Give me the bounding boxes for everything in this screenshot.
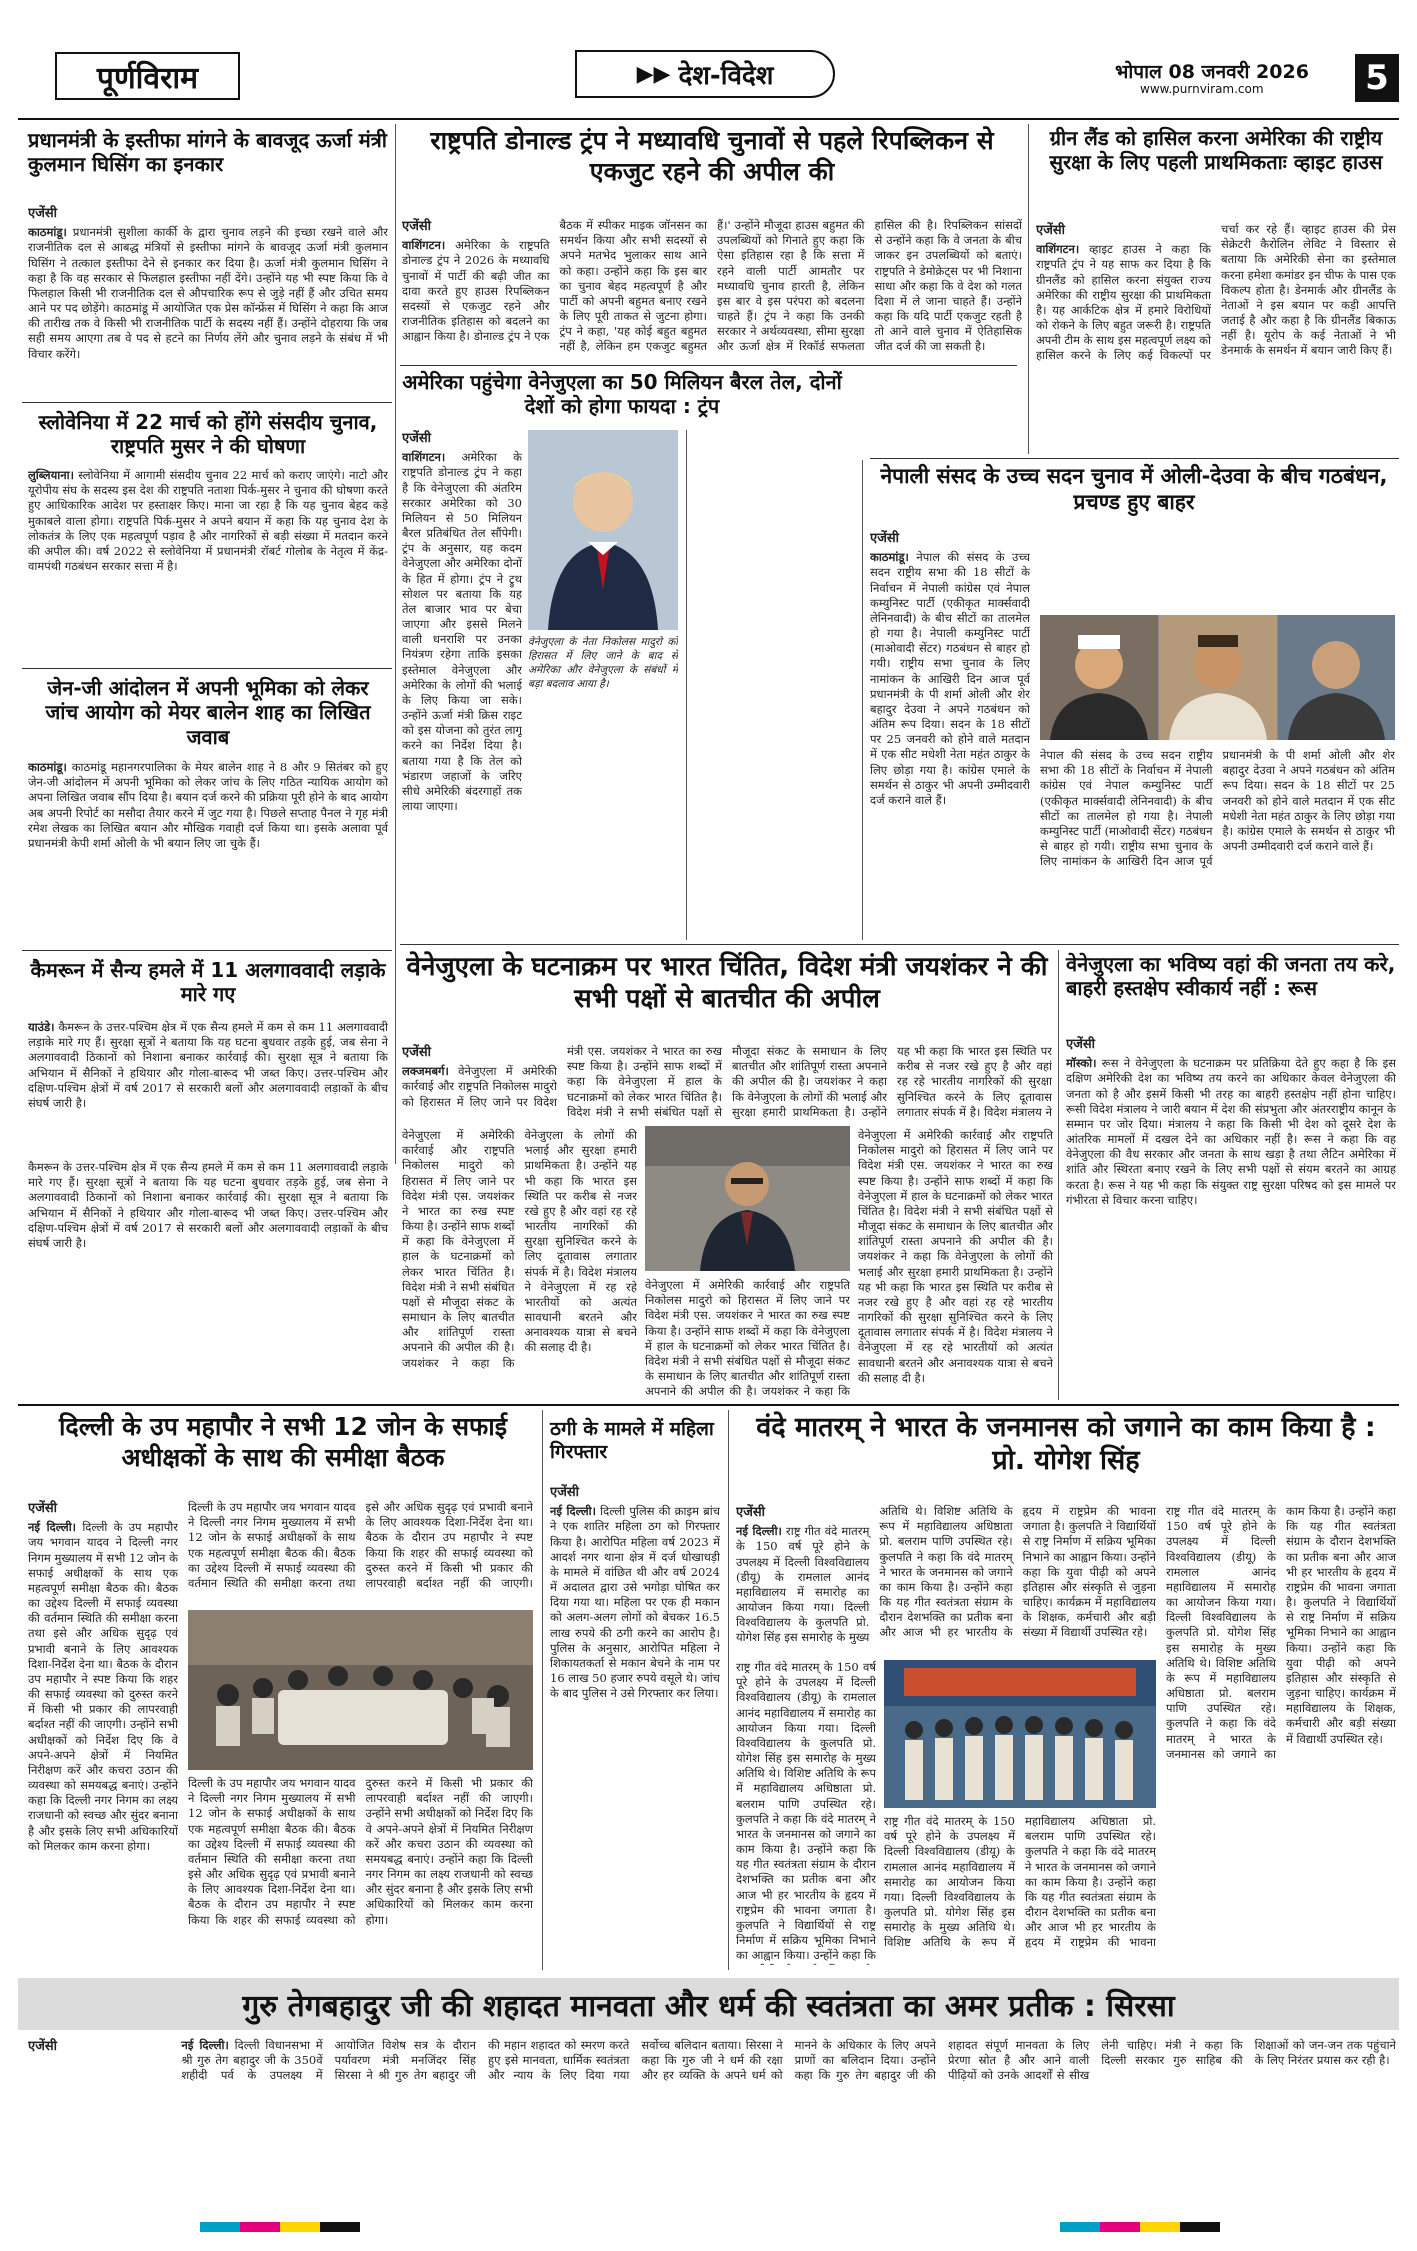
- story-headline[interactable]: स्लोवेनिया में 22 मार्च को होंगे संसदीय चुनाव, राष्ट्रपति मुसर ने की घोषणा: [38, 410, 378, 459]
- website-link[interactable]: www.purnviram.com: [1140, 82, 1264, 96]
- byline: एजेंसी: [28, 206, 57, 221]
- byline: एजेंसी: [402, 1045, 431, 1060]
- registration-mark-magenta: [1100, 2222, 1140, 2232]
- story-headline[interactable]: वंदे मातरम् ने भारत के जनमानस को जगाने का काम किया है : प्रो. योगेश सिंह: [756, 1412, 1376, 1476]
- divider: [870, 458, 1399, 459]
- body-text: वेनेजुएला में अमेरिकी कार्रवाई और राष्ट्रपति निकोलस मादुरो को हिरासत में लिए जाने पर विदेश मंत्री एस. जयशंकर ने भारत का रुख स्पष्ट किया है। उन्होंने साफ शब्दों में कहा कि वेनेजुएला में हाल के घटनाक्रमों को लेकर भारत चिंतित है। विदेश मंत्री ने सभी संबंधित पक्षों से मौजूदा संकट के समाधान के लिए बातचीत और शांतिपूर्ण रास्ता अपनाने की अपील की है। जयशंकर ने कहा कि वेनेजुएला के लोगों की भलाई और सुरक्षा हमारी प्राथमिकता है। उन्होंने यह भी कहा कि भारत इस स्थिति पर करीब से नजर रखे हुए है और वहां रह रहे भारतीय नागरिकों की सुरक्षा सुनिश्चित करने के लिए दूतावास लगातार संपर्क में है। विदेश मंत्रालय ने वेनेजुएला में रह रहे भारतीयों को अत्यंत सावधानी बरतने और अनावश्यक यात्रा से बचने की सलाह दी है।: [858, 1128, 1053, 1385]
- dateline: लक्जमबर्ग।: [402, 1064, 449, 1079]
- story-body: [28, 1500, 178, 1965]
- issue-date: भोपाल 08 जनवरी 2026: [1115, 61, 1309, 83]
- byline: एजेंसी: [550, 1485, 579, 1500]
- divider: [400, 365, 1017, 366]
- column-rule: [1058, 950, 1059, 1400]
- column-rule: [542, 1410, 543, 1970]
- logo-text: पूर्णविराम: [96, 60, 199, 96]
- body-text: राष्ट्र गीत वंदे मातरम् के 150 वर्ष पूरे होने के उपलक्ष्य में दिल्ली विश्वविद्यालय (डीयू) के रामलाल आनंद महाविद्यालय में समारोह का आयोजन किया गया। दिल्ली विश्वविद्यालय के कुलपति प्रो. योगेश सिंह इस समारोह के मुख्य अतिथि थे। विशिष्ट अतिथि के रूप में महाविद्यालय अधिष्ठाता प्रो. बलराम पाणि उपस्थित रहे। कुलपति ने कहा कि वंदे मातरम् ने भारत के जनमानस को जगाने का काम किया है। उन्होंने कहा कि यह गीत स्वतंत्रता संग्राम के दौरान देशभक्ति का प्रतीक बना और आज भी हर भारतीय के हृदय में राष्ट्रप्रेम की भावना जगाता है। कुलपति ने विद्यार्थियों से राष्ट्र निर्माण में सक्रिय भूमिका निभाने का आह्वान किया। उन्होंने कहा कि युवा पीढ़ी को अपने इतिहास और संस्कृति से जुड़ना चाहिए। कार्यक्रम में महाविद्यालय के शिक्षक, कर्मचारी और बड़ी संख्या में विद्यार्थी उपस्थित रहे।: [1166, 1504, 1396, 1761]
- meeting-photo[interactable]: [188, 1610, 533, 1770]
- story-headline[interactable]: प्रधानमंत्री के इस्तीफा मांगने के बावजूद ऊर्जा मंत्री कुलमान घिसिंग का इनकार: [28, 128, 387, 177]
- dateline: काठमांडू।: [28, 225, 67, 240]
- person-portrait-icon: [528, 430, 678, 630]
- story-headline[interactable]: दिल्ली के उप महापौर ने सभी 12 जोन के सफाई अधीक्षकों के साथ की समीक्षा बैठक: [58, 1412, 508, 1472]
- registration-mark-magenta: [240, 2222, 280, 2232]
- body-text: रूस ने वेनेजुएला के घटनाक्रम पर प्रतिक्रिया देते हुए कहा है कि इस दक्षिण अमेरिकी देश का भविष्य तय करने का अधिकार केवल वेनेजुएला की जनता को है और इसमें किसी भी तरह का बाहरी हस्तक्षेप नहीं होना चाहिए। रूसी विदेश मंत्रालय ने जारी बयान में देश की संप्रभुता और अंतरराष्ट्रीय कानून के सम्मान पर जोर दिया। मंत्रालय ने कहा कि किसी भी देश को दूसरे देश के आंतरिक मामलों में दखल देने का अधिकार नहीं है। रूस ने कहा कि वह वेनेजुएला की वैध सरकार और जनता के साथ खड़ा है तथा लैटिन अमेरिका में शांति और स्थिरता बनाए रखने के लिए सभी पक्षों से संयम बरतने का आग्रह करता है। रूस ने यह भी कहा कि संयुक्त राष्ट्र सुरक्षा परिषद को इस मामले पर गंभीरता से विचार करना चाहिए।: [1066, 1056, 1396, 1207]
- column-rule: [728, 1410, 729, 1970]
- story-headline[interactable]: वेनेजुएला के घटनाक्रम पर भारत चिंतित, विदेश मंत्री जयशंकर ने की सभी पक्षों से बातचीत की अपील: [406, 952, 1048, 1014]
- body-text: कैमरून के उत्तर-पश्चिम क्षेत्र में एक सैन्य हमले में कम से कम 11 अलगाववादी लड़ाके मारे गए हैं। सुरक्षा सूत्रों ने बताया कि यह घटना बुधवार तड़के हुई, जब सेना ने अलगाववादी ठिकानों को निशाना बनाकर कार्रवाई की। सुरक्षा सूत्र ने बताया कि अभियान में सैनिकों ने हथियार और गोला-बारूद भी जब्त किए। उत्तर-पश्चिम और दक्षिण-पश्चिम क्षेत्रों में वर्ष 2017 से सरकारी बलों और अलगाववादी लड़ाकों के बीच संघर्ष जारी है।: [28, 1020, 388, 1110]
- story-body: [28, 468, 388, 658]
- dateline: नई दिल्ली।: [736, 1524, 782, 1539]
- body-text: व्हाइट हाउस ने कहा कि राष्ट्रपति ट्रंप ने यह साफ कर दिया है कि ग्रीनलैंड को हासिल करना संयुक्त राज्य अमेरिका की राष्ट्रीय सुरक्षा की प्राथमिकता है। यह आर्कटिक क्षेत्र में हमारे विरोधियों को रोकने के लिए बहुत जरूरी है। राष्ट्रपति अपनी टीम के साथ इस महत्वपूर्ण लक्ष्य को हासिल करने के लिए कई विकल्पों पर चर्चा कर रहे हैं। व्हाइट हाउस की प्रेस सेक्रेटरी कैरोलिन लेविट ने विस्तार से बताया कि अमेरिकी सेना का इस्तेमाल करना हमेशा कमांडर इन चीफ के पास एक विकल्प होता है। डेनमार्क और ग्रीनलैंड के नेताओं ने इस बयान पर कड़ी आपत्ति जताई है और कहा है कि ग्रीनलैंड बिकाऊ नहीं है। यूरोप के कई नेताओं ने भी डेनमार्क के समर्थन में बयान जारी किए हैं।: [1036, 222, 1396, 363]
- dateline: लुब्लियाना।: [28, 468, 74, 482]
- body-text: नेपाल की संसद के उच्च सदन राष्ट्रीय सभा की 18 सीटों के निर्वाचन में नेपाली कांग्रेस एवं नेपाल कम्युनिस्ट पार्टी (एकीकृत मार्क्सवादी लेनिनवादी) के बीच सीटों का तालमेल हो गया है। नेपाली कम्युनिस्ट पार्टी (माओवादी सेंटर) गठबंधन से बाहर हो गयी। राष्ट्रीय सभा चुनाव के लिए नामांकन के आखिरी दिन आज पूर्व प्रधानमंत्री के पी शर्मा ओली और शेर बहादुर देउवा ने अपने गठबंधन को अंतिम रूप दिया। सदन के 18 सीटों पर 25 जनवरी को होने वाले मतदान में एक सीट मधेशी नेता महंत ठाकुर के लिए छोड़ा गया है। कांग्रेस एमाले के समर्थन से ठाकुर भी अपनी उम्मीदवारी दर्ज कराने वाले हैं।: [870, 550, 1030, 807]
- story-body-continued: [402, 1128, 637, 1398]
- registration-mark-yellow: [280, 2222, 320, 2232]
- newspaper-logo[interactable]: [55, 52, 240, 100]
- body-text: नेपाल की संसद के उच्च सदन राष्ट्रीय सभा की 18 सीटों के निर्वाचन में नेपाली कांग्रेस एवं नेपाल कम्युनिस्ट पार्टी (एकीकृत मार्क्सवादी लेनिनवादी) के बीच सीटों का तालमेल हो गया है। नेपाली कम्युनिस्ट पार्टी (माओवादी सेंटर) गठबंधन से बाहर हो गयी। राष्ट्रीय सभा चुनाव के लिए नामांकन के आखिरी दिन आज पूर्व प्रधानमंत्री के पी शर्मा ओली और शेर बहादुर देउवा ने अपने गठबंधन को अंतिम रूप दिया। सदन के 18 सीटों पर 25 जनवरी को होने वाले मतदान में एक सीट मधेशी नेता महंत ठाकुर के लिए छोड़ा गया है। कांग्रेस एमाले के समर्थन से ठाकुर भी अपनी उम्मीदवारी दर्ज कराने वाले हैं।: [1040, 748, 1395, 869]
- body-text: वेनेजुएला में अमेरिकी कार्रवाई और राष्ट्रपति निकोलस मादुरो को हिरासत में लिए जाने पर विदेश मंत्री एस. जयशंकर ने भारत का रुख स्पष्ट किया है। उन्होंने साफ शब्दों में कहा कि वेनेजुएला में हाल के घटनाक्रमों को लेकर भारत चिंतित है। विदेश मंत्री ने सभी संबंधित पक्षों से मौजूदा संकट के समाधान के लिए बातचीत और शांतिपूर्ण रास्ता अपनाने की अपील की है। जयशंकर ने कहा कि वेनेजुएला के लोगों की भलाई और सुरक्षा हमारी प्राथमिकता है। उन्होंने यह भी कहा कि भारत इस स्थिति पर करीब से नजर रखे हुए है और वहां रह रहे भारतीय नागरिकों की सुरक्षा सुनिश्चित करने के लिए दूतावास लगातार संपर्क में है। विदेश मंत्रालय ने वेनेजुएला में रह रहे भारतीयों को अत्यंत सावधानी बरतने और अनावश्यक यात्रा से बचने की सलाह दी है।: [402, 1128, 637, 1370]
- byline: एजेंसी: [736, 1505, 765, 1520]
- trump-photo[interactable]: [528, 430, 678, 630]
- body-text: काठमांडू महानगरपालिका के मेयर बालेन शाह ने 8 और 9 सितंबर को हुए जेन-जी आंदोलन में अपनी भूमिका को लेकर जांच के लिए गठित न्यायिक आयोग को अपना लिखित जवाब सौंप दिया है। बयान दर्ज करने की प्रक्रिया पूरी होने के बाद आयोग अब अपनी रिपोर्ट का मसौदा तैयार करने में जुट गया है। पिछले सप्ताह पैनल ने गृह मंत्री रमेश लेखक का लिखित बयान और मौखिक गवाही दर्ज किया था। इसके अलावा पूर्व प्रधानमंत्री केपी शर्मा ओली के भी बयान लिए जा चुके हैं।: [28, 760, 388, 850]
- story-body: [550, 1484, 720, 1964]
- section-tag[interactable]: [575, 50, 835, 98]
- divider: [22, 402, 392, 403]
- body-text: दिल्ली के उप महापौर जय भगवान यादव ने दिल्ली नगर निगम मुख्यालय में सभी 12 जोन के सफाई अधीक्षकों के साथ एक महत्वपूर्ण समीक्षा बैठक की। बैठक का उद्देश्य दिल्ली में सफाई व्यवस्था की वर्तमान स्थिति की समीक्षा करना तथा इसे और अधिक सुदृढ़ एवं प्रभावी बनाने के लिए आवश्यक दिशा-निर्देश देना था। बैठक के दौरान उप महापौर ने स्पष्ट किया कि शहर की सफाई व्यवस्था को दुरुस्त करने में किसी भी प्रकार की लापरवाही बर्दाश्त नहीं की जाएगी। उन्होंने सभी अधीक्षकों को निर्देश दिए कि वे अपने-अपने क्षेत्रों में नियमित निरीक्षण करें और कचरा उठान की व्यवस्था को समयबद्ध बनाएं। उन्होंने कहा कि दिल्ली नगर निगम का लक्ष्य राजधानी को स्वच्छ और सुंदर बनाना है और इसके लिए सभी अधिकारियों को मिलकर काम करना होगा।: [188, 1776, 533, 1927]
- story-body: [28, 1020, 388, 1152]
- story-headline[interactable]: वेनेजुएला का भविष्य वहां की जनता तय करे, बाहरी हस्तक्षेप स्वीकार्य नहीं : रूस: [1066, 952, 1396, 1001]
- body-text: अमेरिका के राष्ट्रपति डोनाल्ड ट्रंप ने 2026 के मध्यावधि चुनावों में पार्टी की बढ़ी जीत का दावा करते हुए हाउस रिपब्लिकन सदस्यों से एकजुट रहने और राजनीतिक इतिहास को बदलने का आह्वान किया है। डोनाल्ड ट्रंप ने एक बैठक में स्पीकर माइक जॉनसन का समर्थन किया और सभी सदस्यों से अपने मतभेद भुलाकर साथ आने को कहा। उन्होंने कहा कि इस बार का चुनाव बेहद महत्वपूर्ण है और पार्टी को अपनी बहुमत बनाए रखने के लिए पूरी ताकत से जुटना होगा। ट्रंप ने कहा, 'यह कोई बहुत बहुमत नहीं है, लेकिन हम एकजुट बहुमत हैं।' उन्होंने मौजूदा हाउस बहुमत की उपलब्धियों को गिनाते हुए कहा कि ऐसा इतिहास रहा है कि सत्ता में रहने वाली पार्टी आमतौर पर मध्यावधि चुनाव हारती है, लेकिन इस बार वे इस परंपरा को बदलना चाहते हैं। ट्रंप ने कहा कि उनकी सरकार ने अर्थव्यवस्था, सीमा सुरक्षा और ऊर्जा क्षेत्र में रिकॉर्ड सफलता हासिल की है। रिपब्लिकन सांसदों से उन्होंने कहा कि वे जनता के बीच जाकर इन उपलब्धियों को बताएं। राष्ट्रपति ने डेमोक्रेट्स पर भी निशाना साधा और कहा कि वे देश को गलत दिशा में ले जाना चाहते हैं। उन्होंने कहा कि यदि पार्टी एकजुट रहती है तो आने वाले चुनाव में ऐतिहासिक जीत दर्ज की जा सकती है।: [402, 218, 1022, 354]
- byline: एजेंसी: [402, 219, 431, 234]
- body-text: दिल्ली विधानसभा में श्री गुरु तेग बहादुर जी के 350वें शहीदी पर्व के उपलक्ष्य में आयोजित विशेष सत्र के दौरान पर्यावरण मंत्री मनजिंदर सिंह सिरसा ने श्री गुरु तेग बहादुर जी की महान शहादत को स्मरण करते हुए इसे मानवता, धार्मिक स्वतंत्रता और न्याय के लिए दिया गया सर्वोच्च बलिदान बताया। सिरसा ने कहा कि गुरु जी ने धर्म की रक्षा और हर व्यक्ति के अपने धर्म को मानने के अधिकार के लिए अपने प्राणों का बलिदान दिया। उन्होंने कहा कि गुरु तेग बहादुर जी की शहादत संपूर्ण मानवता के लिए प्रेरणा स्रोत है और आने वाली पीढ़ियों को उनके आदर्शों से सीख लेनी चाहिए। मंत्री ने कहा कि दिल्ली सरकार गुरु साहिब की शिक्षाओं को जन-जन तक पहुंचाने के लिए निरंतर प्रयास कर रही है।: [181, 2038, 1396, 2083]
- body-text: वेनेजुएला में अमेरिकी कार्रवाई और राष्ट्रपति निकोलस मादुरो को हिरासत में लिए जाने पर विदेश मंत्री एस. जयशंकर ने भारत का रुख स्पष्ट किया है। उन्होंने साफ शब्दों में कहा कि वेनेजुएला में हाल के घटनाक्रमों को लेकर भारत चिंतित है। विदेश मंत्री ने सभी संबंधित पक्षों से मौजूदा संकट के समाधान के लिए बातचीत और शांतिपूर्ण रास्ता अपनाने की अपील की है। जयशंकर ने कहा कि: [645, 1278, 850, 1398]
- body-text: अमेरिका के राष्ट्रपति डोनाल्ड ट्रंप ने कहा है कि वेनेजुएला की अंतरिम सरकार अमेरिका को 30 मिलियन से 50 मिलियन बैरल प्रतिबंधित तेल सौंपेगी। ट्रंप के अनुसार, यह कदम वेनेजुएला और अमेरिका दोनों के हित में होगा। ट्रंप ने ट्रुथ सोशल पर बताया कि यह तेल बाजार भाव पर बेचा जाएगा और इससे मिलने वाली धनराशि पर उनका नियंत्रण रहेगा ताकि इसका इस्तेमाल वेनेजुएला और अमेरिका के लोगों की भलाई के लिए किया जा सके। उन्होंने ऊर्जा मंत्री क्रिस राइट को इस योजना को तुरंत लागू करने का निर्देश दिया है। बताया गया है कि तेल को भंडारण जहाजों के जरिए सीधे अमेरिकी बंदरगाहों तक लाया जाएगा।: [402, 450, 522, 814]
- story-body: [28, 2038, 1396, 2213]
- story-headline[interactable]: नेपाली संसद के उच्च सदन चुनाव में ओली-देउवा के बीच गठबंधन, प्रचण्ड हुए बाहर: [880, 464, 1388, 514]
- story-headline[interactable]: जेन-जी आंदोलन में अपनी भूमिका को लेकर जांच आयोग को मेयर बालेन शाह का लिखित जवाब: [45, 676, 371, 749]
- body-text: राष्ट्र गीत वंदे मातरम् के 150 वर्ष पूरे होने के उपलक्ष्य में दिल्ली विश्वविद्यालय (डीयू) के रामलाल आनंद महाविद्यालय में समारोह का आयोजन किया गया। दिल्ली विश्वविद्यालय के कुलपति प्रो. योगेश सिंह इस समारोह के मुख्य अतिथि थे। विशिष्ट अतिथि के रूप में महाविद्यालय अधिष्ठाता प्रो. बलराम पाणि उपस्थित रहे। कुलपति ने कहा कि वंदे मातरम् ने भारत के जनमानस को जगाने का काम किया है। उन्होंने कहा कि यह गीत स्वतंत्रता संग्राम के दौरान देशभक्ति का प्रतीक बना और आज भी हर भारतीय के हृदय में राष्ट्रप्रेम की भावना: [884, 1814, 1156, 1950]
- sirsa-headline-banner[interactable]: [18, 1978, 1399, 2030]
- story-body-continued: [858, 1128, 1053, 1398]
- story-body: [870, 530, 1030, 930]
- photo-caption: वेनेजुएला के नेता निकोलस मादुरो को हिरासत में लिए जाने के बाद से अमेरिका और वेनेजुएला के संबंधों में बड़ा बदलाव आया है।: [528, 636, 678, 690]
- body-text: प्रधानमंत्री सुशीला कार्की के द्वारा चुनाव लड़ने की इच्छा रखने वाले और राजनीतिक दल से आबद्ध मंत्रियों से इस्तीफा मांगने के बावजूद ऊर्जा मंत्री कुलमान घिसिंग ने तत्काल इस्तीफा देने से इनकार कर दिया है। ऊर्जा मंत्री कुलमान घिसिंग ने कहा है कि वह सरकार से फिलहाल इस्तीफा नहीं देंगे। उन्होंने यह भी स्पष्ट किया कि वे फिलहाल किसी भी राजनीतिक दल से औपचारिक रूप से जुड़े नहीं हैं और उचित समय आने पर पद छोड़ेंगे। काठमांडू में आयोजित एक प्रेस कॉन्फ्रेंस में घिसिंग ने कहा कि आज की तारीख तक वे किसी भी राजनीतिक पार्टी के सदस्य नहीं हैं। उन्होंने दोहराया कि जब सही समय आएगा तब वे पद से हटने का निर्णय लेंगे और चुनाव लड़ने के संबंध में भी विचार करेंगे।: [28, 225, 388, 361]
- column-rule: [862, 460, 863, 940]
- divider: [22, 950, 392, 951]
- dateline: नई दिल्ली।: [550, 1504, 596, 1519]
- registration-mark-black: [1180, 2222, 1220, 2232]
- three-portraits-icon: [1040, 615, 1395, 740]
- story-headline[interactable]: कैमरून में सैन्य हमले में 11 अलगाववादी लड़ाके मारे गए: [30, 958, 386, 1007]
- dateline: वाशिंगटन।: [402, 238, 446, 253]
- story-headline[interactable]: राष्ट्रपति डोनाल्ड ट्रंप ने मध्यावधि चुनावों से पहले रिपब्लिकन से एकजुट रहने की अपील की: [430, 126, 994, 186]
- body-text: दिल्ली के उप महापौर जय भगवान यादव ने दिल्ली नगर निगम मुख्यालय में सभी 12 जोन के सफाई अधीक्षकों के साथ एक महत्वपूर्ण समीक्षा बैठक की। बैठक का उद्देश्य दिल्ली में सफाई व्यवस्था की वर्तमान स्थिति की समीक्षा करना तथा इसे और अधिक सुदृढ़ एवं प्रभावी बनाने के लिए आवश्यक दिशा-निर्देश देना था। बैठक के दौरान उप महापौर ने स्पष्ट किया कि शहर की सफाई व्यवस्था को दुरुस्त करने में किसी भी प्रकार की लापरवाही बर्दाश्त नहीं की जाएगी। उन्होंने सभी अधीक्षकों को निर्देश दिए कि वे अपने-अपने क्षेत्रों में नियमित निरीक्षण करें और कचरा उठान की व्यवस्था को समयबद्ध बनाएं। उन्होंने कहा कि दिल्ली नगर निगम का लक्ष्य राजधानी को स्वच्छ और सुंदर बनाना है और इसके लिए सभी अधिकारियों को मिलकर काम करना होगा।: [28, 1520, 178, 1853]
- double-arrow-icon: ▶▶: [636, 61, 671, 87]
- story-headline[interactable]: अमेरिका पहुंचेगा वेनेजुएला का 50 मिलियन बैरल तेल, दोनों देशों को होगा फायदा : ट्रंप: [402, 370, 842, 419]
- story-headline[interactable]: ग्रीन लैंड को हासिल करना अमेरिका की राष्ट्रीय सुरक्षा के लिए पहली प्राथमिकताः व्हाइट हाउस: [1049, 126, 1383, 175]
- dateline: याउंडे।: [28, 1020, 55, 1034]
- conference-room-icon: [188, 1610, 533, 1770]
- person-portrait-icon: [645, 1126, 850, 1271]
- story-body-continued: [1166, 1504, 1396, 1964]
- story-body: [28, 760, 388, 942]
- jaishankar-photo[interactable]: [645, 1126, 850, 1271]
- body-text: स्लोवेनिया में आगामी संसदीय चुनाव 22 मार्च को कराए जाएंगे। नाटो और यूरोपीय संघ के सदस्य इस देश की राष्ट्रपति नताशा पिर्क-मुसर ने चुनाव की घोषणा करते हुए आधिकारिक आदेश पर हस्ताक्षर किए। माना जा रहा है कि यह चुनाव बेहद कड़े मुकाबले वाला होगा। राष्ट्रपति पिर्क-मुसर ने अपने बयान में कहा कि यह चुनाव देश के लोकतंत्र के लिए एक महत्वपूर्ण पड़ाव है और नागरिकों से बड़ी संख्या में मतदान करने की अपील की। वर्ष 2022 से स्लोवेनिया में प्रधानमंत्री रॉबर्ट गोलोब के नेतृत्व में केंद्र-वामपंथी गठबंधन सरकार सत्ता में है।: [28, 468, 388, 574]
- byline: एजेंसी: [28, 2039, 57, 2054]
- group-on-stage-icon: [884, 1660, 1156, 1808]
- story-body: [28, 205, 388, 395]
- registration-mark-cyan: [1060, 2222, 1100, 2232]
- registration-mark-yellow: [1140, 2222, 1180, 2232]
- story-body-continued: [1040, 748, 1395, 933]
- masthead-rule: [18, 118, 1399, 120]
- body-text: राष्ट्र गीत वंदे मातरम् के 150 वर्ष पूरे होने के उपलक्ष्य में दिल्ली विश्वविद्यालय (डीयू) के रामलाल आनंद महाविद्यालय में समारोह का आयोजन किया गया। दिल्ली विश्वविद्यालय के कुलपति प्रो. योगेश सिंह इस समारोह के मुख्य अतिथि थे। विशिष्ट अतिथि के रूप में महाविद्यालय अधिष्ठाता प्रो. बलराम पाणि उपस्थित रहे। कुलपति ने कहा कि वंदे मातरम् ने भारत के जनमानस को जगाने का काम किया है। उन्होंने कहा कि यह गीत स्वतंत्रता संग्राम के दौरान देशभक्ति का प्रतीक बना और आज भी हर भारतीय के हृदय में राष्ट्रप्रेम की भावना जगाता है। कुलपति ने विद्यार्थियों से राष्ट्र निर्माण में सक्रिय भूमिका निभाने का आह्वान किया। उन्होंने कहा कि: [736, 1660, 876, 1963]
- column-rule: [686, 430, 687, 940]
- leaders-photo-strip[interactable]: [1040, 615, 1395, 740]
- body-text: दिल्ली के उप महापौर जय भगवान यादव ने दिल्ली नगर निगम मुख्यालय में सभी 12 जोन के सफाई अधीक्षकों के साथ एक महत्वपूर्ण समीक्षा बैठक की। बैठक का उद्देश्य दिल्ली में सफाई व्यवस्था की वर्तमान स्थिति की समीक्षा करना तथा इसे और अधिक सुदृढ़ एवं प्रभावी बनाने के लिए आवश्यक दिशा-निर्देश देना था। बैठक के दौरान उप महापौर ने स्पष्ट किया कि शहर की सफाई व्यवस्था को दुरुस्त करने में किसी भी प्रकार की लापरवाही बर्दाश्त नहीं की जाएगी।: [188, 1500, 533, 1590]
- story-body: [1036, 222, 1396, 452]
- page-number: 5: [1355, 54, 1399, 102]
- section-label: देश-विदेश: [678, 61, 774, 91]
- story-body: [1066, 1036, 1396, 1396]
- event-photo[interactable]: [884, 1660, 1156, 1808]
- byline: एजेंसी: [402, 431, 431, 446]
- body-text: कैमरून के उत्तर-पश्चिम क्षेत्र में एक सैन्य हमले में कम से कम 11 अलगाववादी लड़ाके मारे गए हैं। सुरक्षा सूत्रों ने बताया कि यह घटना बुधवार तड़के हुई, जब सेना ने अलगाववादी ठिकानों को निशाना बनाकर कार्रवाई की। सुरक्षा सूत्र ने बताया कि अभियान में सैनिकों ने हथियार और गोला-बारूद भी जब्त किए। उत्तर-पश्चिम और दक्षिण-पश्चिम क्षेत्रों में वर्ष 2017 से सरकारी बलों और अलगाववादी लड़ाकों के बीच संघर्ष जारी है।: [28, 1160, 388, 1250]
- body-text: राष्ट्र गीत वंदे मातरम् के 150 वर्ष पूरे होने के उपलक्ष्य में दिल्ली विश्वविद्यालय (डीयू) के रामलाल आनंद महाविद्यालय में समारोह का आयोजन किया गया। दिल्ली विश्वविद्यालय के कुलपति प्रो. योगेश सिंह इस समारोह के मुख्य अतिथि थे। विशिष्ट अतिथि के रूप में महाविद्यालय अधिष्ठाता प्रो. बलराम पाणि उपस्थित रहे। कुलपति ने कहा कि वंदे मातरम् ने भारत के जनमानस को जगाने का काम किया है। उन्होंने कहा कि यह गीत स्वतंत्रता संग्राम के दौरान देशभक्ति का प्रतीक बना और आज भी हर भारतीय के हृदय में राष्ट्रप्रेम की भावना जगाता है। कुलपति ने विद्यार्थियों से राष्ट्र निर्माण में सक्रिय भूमिका निभाने का आह्वान किया। उन्होंने कहा कि युवा पीढ़ी को अपने इतिहास और संस्कृति से जुड़ना चाहिए। कार्यक्रम में महाविद्यालय के शिक्षक, कर्मचारी और बड़ी संख्या में विद्यार्थी उपस्थित रहे।: [736, 1504, 1156, 1645]
- story-body: [402, 218, 1022, 358]
- dateline: मॉस्को।: [1066, 1056, 1097, 1071]
- body-text: दिल्ली पुलिस की क्राइम ब्रांच ने एक शातिर महिला ठग को गिरफ्तार किया है। आरोपित महिला वर्ष 2023 में आदर्श नगर थाना क्षेत्र में दर्ज धोखाधड़ी के मामले में वांछित थी और वर्ष 2024 में अदालत द्वारा उसे भगोड़ा घोषित कर दिया गया था। महिला पर एक ही मकान को अलग-अलग लोगों को बेचकर 16.5 लाख रुपये की ठगी करने का आरोप है। पुलिस के अनुसार, आरोपित महिला ने शिकायतकर्ता से मकान बेचने के नाम पर 16 लाख 50 हजार रुपये वसूले थे। जांच के बाद पुलिस ने उसे गिरफ्तार कर लिया।: [550, 1504, 720, 1701]
- story-body-continued: [736, 1660, 876, 1965]
- byline: एजेंसी: [28, 1501, 57, 1516]
- dateline: नई दिल्ली।: [181, 2038, 229, 2052]
- story-body-continued: [188, 1500, 533, 1606]
- dateline: वाशिंगटन।: [1036, 242, 1080, 257]
- divider: [18, 1404, 1399, 1406]
- byline: एजेंसी: [870, 531, 899, 546]
- divider: [400, 944, 1399, 945]
- dateline: काठमांडू।: [870, 550, 909, 565]
- masthead: [0, 0, 1417, 120]
- column-rule: [395, 124, 396, 1164]
- story-body-continued: [884, 1814, 1156, 1964]
- story-body-continued: [28, 1160, 388, 1400]
- story-body: [736, 1504, 1156, 1654]
- column-rule: [1028, 124, 1029, 454]
- dateline: वाशिंगटन।: [402, 450, 446, 465]
- story-body: [402, 430, 522, 940]
- dateline: काठमांडू।: [28, 760, 67, 774]
- byline: एजेंसी: [1036, 223, 1065, 238]
- story-body-continued: [188, 1776, 533, 1966]
- story-headline: गुरु तेगबहादुर जी की शहादत मानवता और धर्म की स्वतंत्रता का अमर प्रतीक : सिरसा: [242, 1988, 1175, 2024]
- dateline: नई दिल्ली।: [28, 1520, 77, 1535]
- divider: [22, 668, 392, 669]
- registration-mark-black: [320, 2222, 360, 2232]
- story-headline[interactable]: ठगी के मामले में महिला गिरफ्तार: [550, 1418, 714, 1464]
- story-body: [402, 1044, 1052, 1124]
- byline: एजेंसी: [1066, 1037, 1095, 1052]
- registration-mark-cyan: [200, 2222, 240, 2232]
- story-body-continued: [645, 1278, 850, 1398]
- body-text: वेनेजुएला में अमेरिकी कार्रवाई और राष्ट्रपति निकोलस मादुरो को हिरासत में लिए जाने पर विदेश मंत्री एस. जयशंकर ने भारत का रुख स्पष्ट किया है। उन्होंने साफ शब्दों में कहा कि वेनेजुएला में हाल के घटनाक्रमों को लेकर भारत चिंतित है। विदेश मंत्री ने सभी संबंधित पक्षों से मौजूदा संकट के समाधान के लिए बातचीत और शांतिपूर्ण रास्ता अपनाने की अपील की है। जयशंकर ने कहा कि वेनेजुएला के लोगों की भलाई और सुरक्षा हमारी प्राथमिकता है। उन्होंने यह भी कहा कि भारत इस स्थिति पर करीब से नजर रखे हुए है और वहां रह रहे भारतीय नागरिकों की सुरक्षा सुनिश्चित करने के लिए दूतावास लगातार संपर्क में है। विदेश मंत्रालय ने: [402, 1044, 1052, 1119]
